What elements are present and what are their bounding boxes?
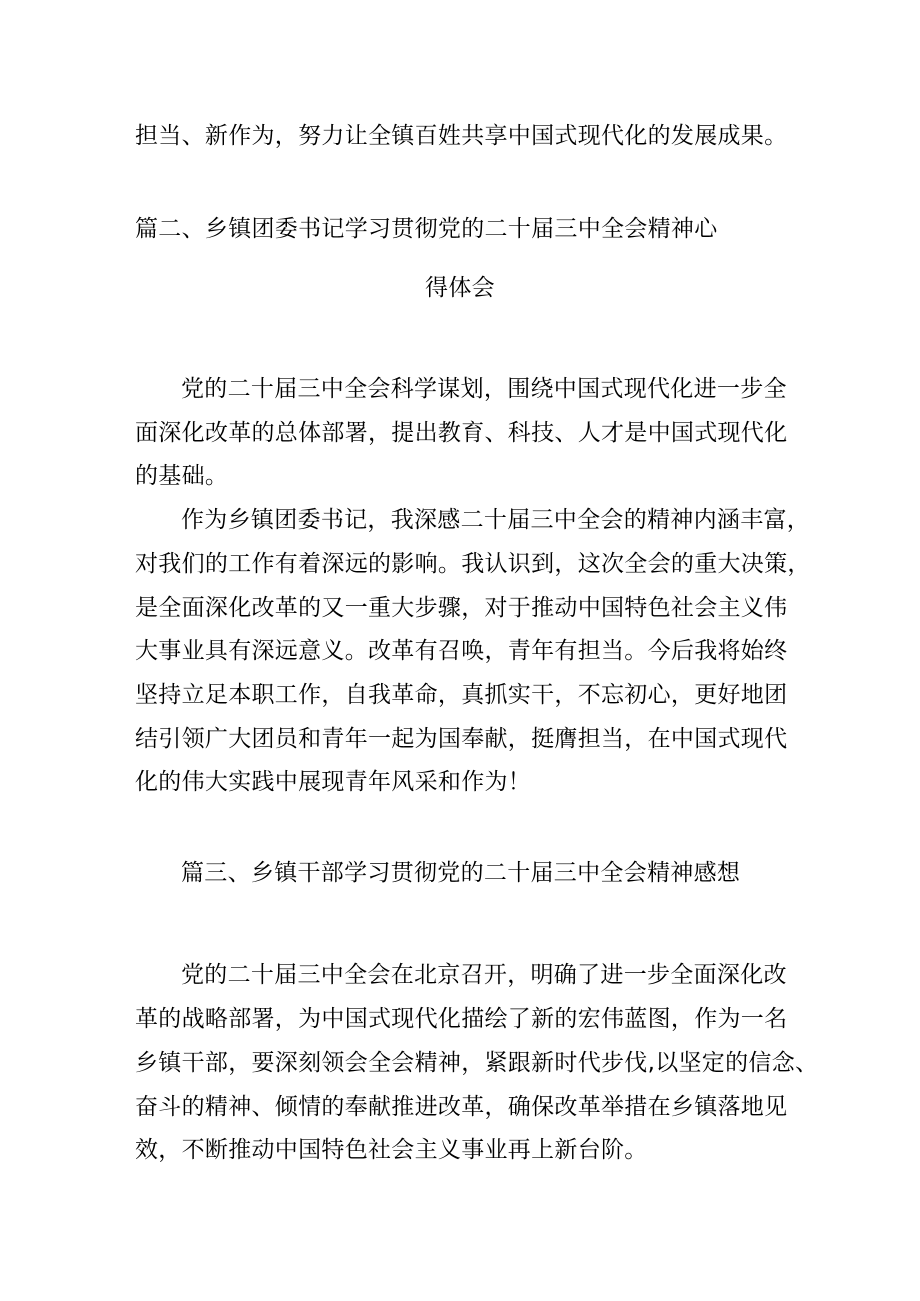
section2-title-line2: 得体会 [425, 275, 495, 301]
section3-title: 篇三、乡镇干部学习贯彻党的二十届三中全会精神感想 [181, 860, 741, 886]
section3-p1-line3: 乡镇干部，要深刻领会全会精神，紧跟新时代步伐,以坚定的信念、 [135, 1050, 819, 1076]
section2-title-line1: 篇二、乡镇团委书记学习贯彻党的二十届三中全会精神心 [135, 216, 718, 242]
section2-p2-line7: 化的伟大实践中展现青年风采和作为！ [135, 769, 532, 795]
section2-p1-line2: 面深化改革的总体部署，提出教育、科技、人才是中国式现代化 [135, 420, 788, 446]
section2-p1-line1: 党的二十届三中全会科学谋划，围绕中国式现代化进一步全 [181, 376, 787, 402]
section3-p1-line4: 奋斗的精神、倾情的奉献推进改革，确保改革举措在乡镇落地见 [135, 1094, 788, 1120]
section2-p2-line6: 结引领广大团员和青年一起为国奉献，挺膺担当，在中国式现代 [135, 726, 788, 752]
section3-p1-line2: 革的战略部署，为中国式现代化描绘了新的宏伟蓝图，作为一名 [135, 1006, 788, 1032]
section3-p1-line5: 效，不断推动中国特色社会主义事业再上新台阶。 [135, 1137, 648, 1163]
section2-p2-line5: 坚持立足本职工作，自我革命，真抓实干，不忘初心，更好地团 [135, 682, 788, 708]
section2-p2-line2: 对我们的工作有着深远的影响。我认识到，这次全会的重大决策， [135, 551, 811, 577]
section2-p2-line1: 作为乡镇团委书记，我深感二十届三中全会的精神内涵丰富， [181, 507, 811, 533]
intro-tail-line: 担当、新作为，努力让全镇百姓共享中国式现代化的发展成果。 [135, 123, 788, 149]
section2-p2-line3: 是全面深化改革的又一重大步骤，对于推动中国特色社会主义伟 [135, 595, 788, 621]
section3-p1-line1: 党的二十届三中全会在北京召开，明确了进一步全面深化改 [181, 962, 787, 988]
section2-p2-line4: 大事业具有深远意义。改革有召唤，青年有担当。今后我将始终 [135, 638, 788, 664]
section2-p1-line3: 的基础。 [135, 463, 229, 489]
